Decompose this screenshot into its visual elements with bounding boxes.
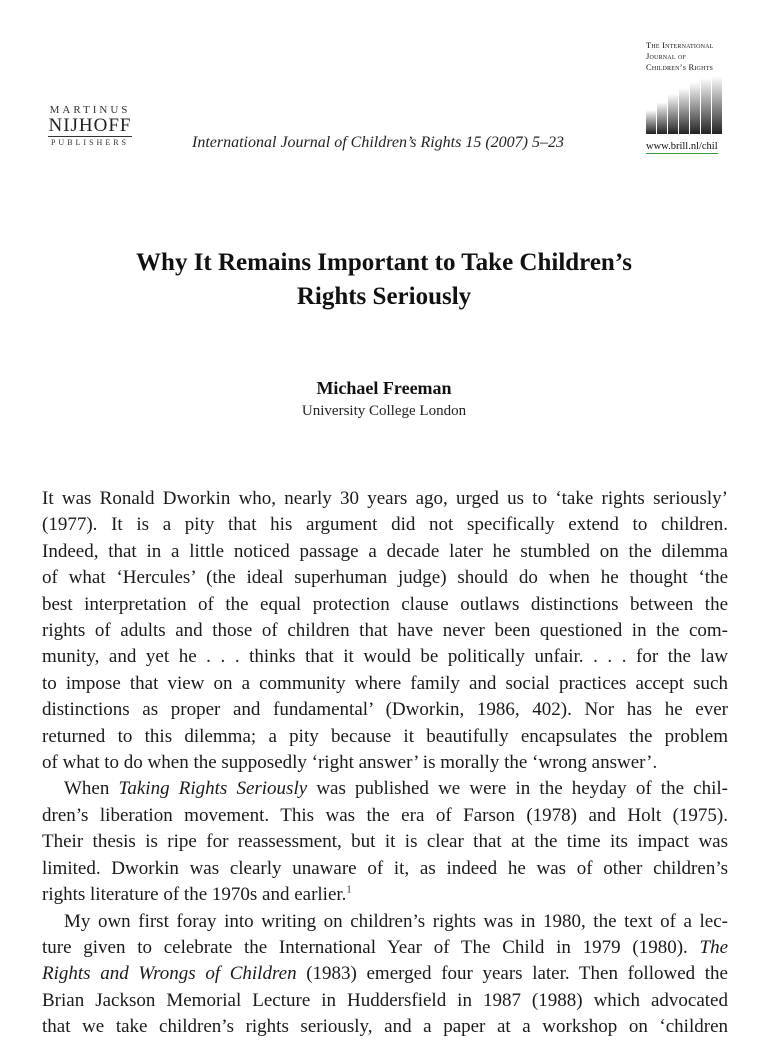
text-line: distinctions as proper and fundamental’ (Dworkin, 1986, 402). Nor has he ever: [42, 699, 728, 721]
text-line: rights of adults and those of children that have never been questioned in the com-: [42, 620, 728, 642]
journal-mark-line1: The International: [646, 40, 714, 50]
publisher-name-line2: NIJHOFF: [48, 115, 132, 136]
text-line: Brian Jackson Memorial Lecture in Huddersfield in 1987 (1988) which advocated: [42, 989, 728, 1011]
author-name: Michael Freeman: [316, 378, 452, 398]
text-line: limited. Dworkin was clearly unaware of it, as indeed he was of other children’s: [42, 857, 728, 879]
book-title-italic: The: [699, 936, 728, 958]
text-line: returned to this dilemma; a pity because it beautifully encapsulates the problem: [42, 725, 728, 747]
article-title: [0, 246, 768, 314]
text-line: munity, and yet he . . . thinks that it would be politically unfair. . . . for the law: [42, 646, 728, 668]
paragraph-3: [42, 909, 728, 1041]
journal-citation: International Journal of Children’s Rights 15 (2007) 5–23: [192, 134, 564, 151]
paragraph-2: [42, 776, 728, 908]
book-title-italic: Rights and Wrongs of Children: [42, 963, 297, 985]
journal-mark-line2: Journal of: [646, 51, 687, 61]
article-title-line2: Rights Seriously: [296, 283, 472, 310]
publisher-logo: [42, 104, 138, 148]
text-line: ture given to celebrate the International Year of The Child in 1979 (1980). The: [42, 936, 728, 958]
text-line: rights literature of the 1970s and earlier.$^1$: [42, 884, 352, 906]
text-line: Indeed, that in a little noticed passage a decade later he stumbled on the dilemma: [42, 540, 728, 562]
journal-mark: [646, 40, 730, 154]
journal-logo-graphic: [646, 76, 722, 134]
text-line: of what ‘Hercules’ (the ideal superhuman judge) should do when he thought ‘the: [42, 567, 728, 589]
text-line: to impose that view on a community where family and social practices accept such: [42, 672, 728, 694]
text-line: of what to do when the supposedly ‘right answer’ is morally the ‘wrong answer’.: [42, 752, 658, 774]
publisher-name-line3: PUBLISHERS: [50, 138, 129, 147]
text-line: that we take children’s rights seriously, and a paper at a workshop on ‘children: [42, 1016, 728, 1038]
footnote-marker[interactable]: 1: [346, 884, 352, 896]
article-title-line1: Why It Remains Important to Take Children’s: [136, 249, 632, 276]
paragraph-1: [42, 486, 728, 776]
text-line: (1977). It is a pity that his argument did not specifically extend to children.: [42, 514, 728, 536]
text-line: Rights and Wrongs of Children (1983) emerged four years later. Then followed the: [42, 963, 728, 985]
journal-mark-line3: Children’s Rights: [646, 62, 714, 72]
text-line: It was Ronald Dworkin who, nearly 30 years ago, urged us to ‘take rights seriously’: [42, 488, 728, 509]
text-line: My own first foray into writing on children’s rights was in 1980, the text of a lec-: [64, 910, 728, 932]
journal-url-link[interactable]: www.brill.nl/chil: [646, 141, 718, 152]
text-line: Their thesis is ripe for reassessment, but it is clear that at the time its impact was: [42, 831, 728, 853]
text-line: When Taking Rights Seriously was published we were in the heyday of the chil-: [64, 778, 728, 800]
publisher-name-line1: MARTINUS: [49, 104, 131, 116]
book-title-italic: Taking Rights Seriously: [118, 778, 308, 800]
author-affiliation: University College London: [301, 403, 467, 419]
text-line: dren’s liberation movement. This was the era of Farson (1978) and Holt (1975).: [42, 804, 728, 826]
article-body: [42, 486, 728, 1041]
text-line: best interpretation of the equal protection clause outlaws distinctions between the: [42, 593, 728, 615]
